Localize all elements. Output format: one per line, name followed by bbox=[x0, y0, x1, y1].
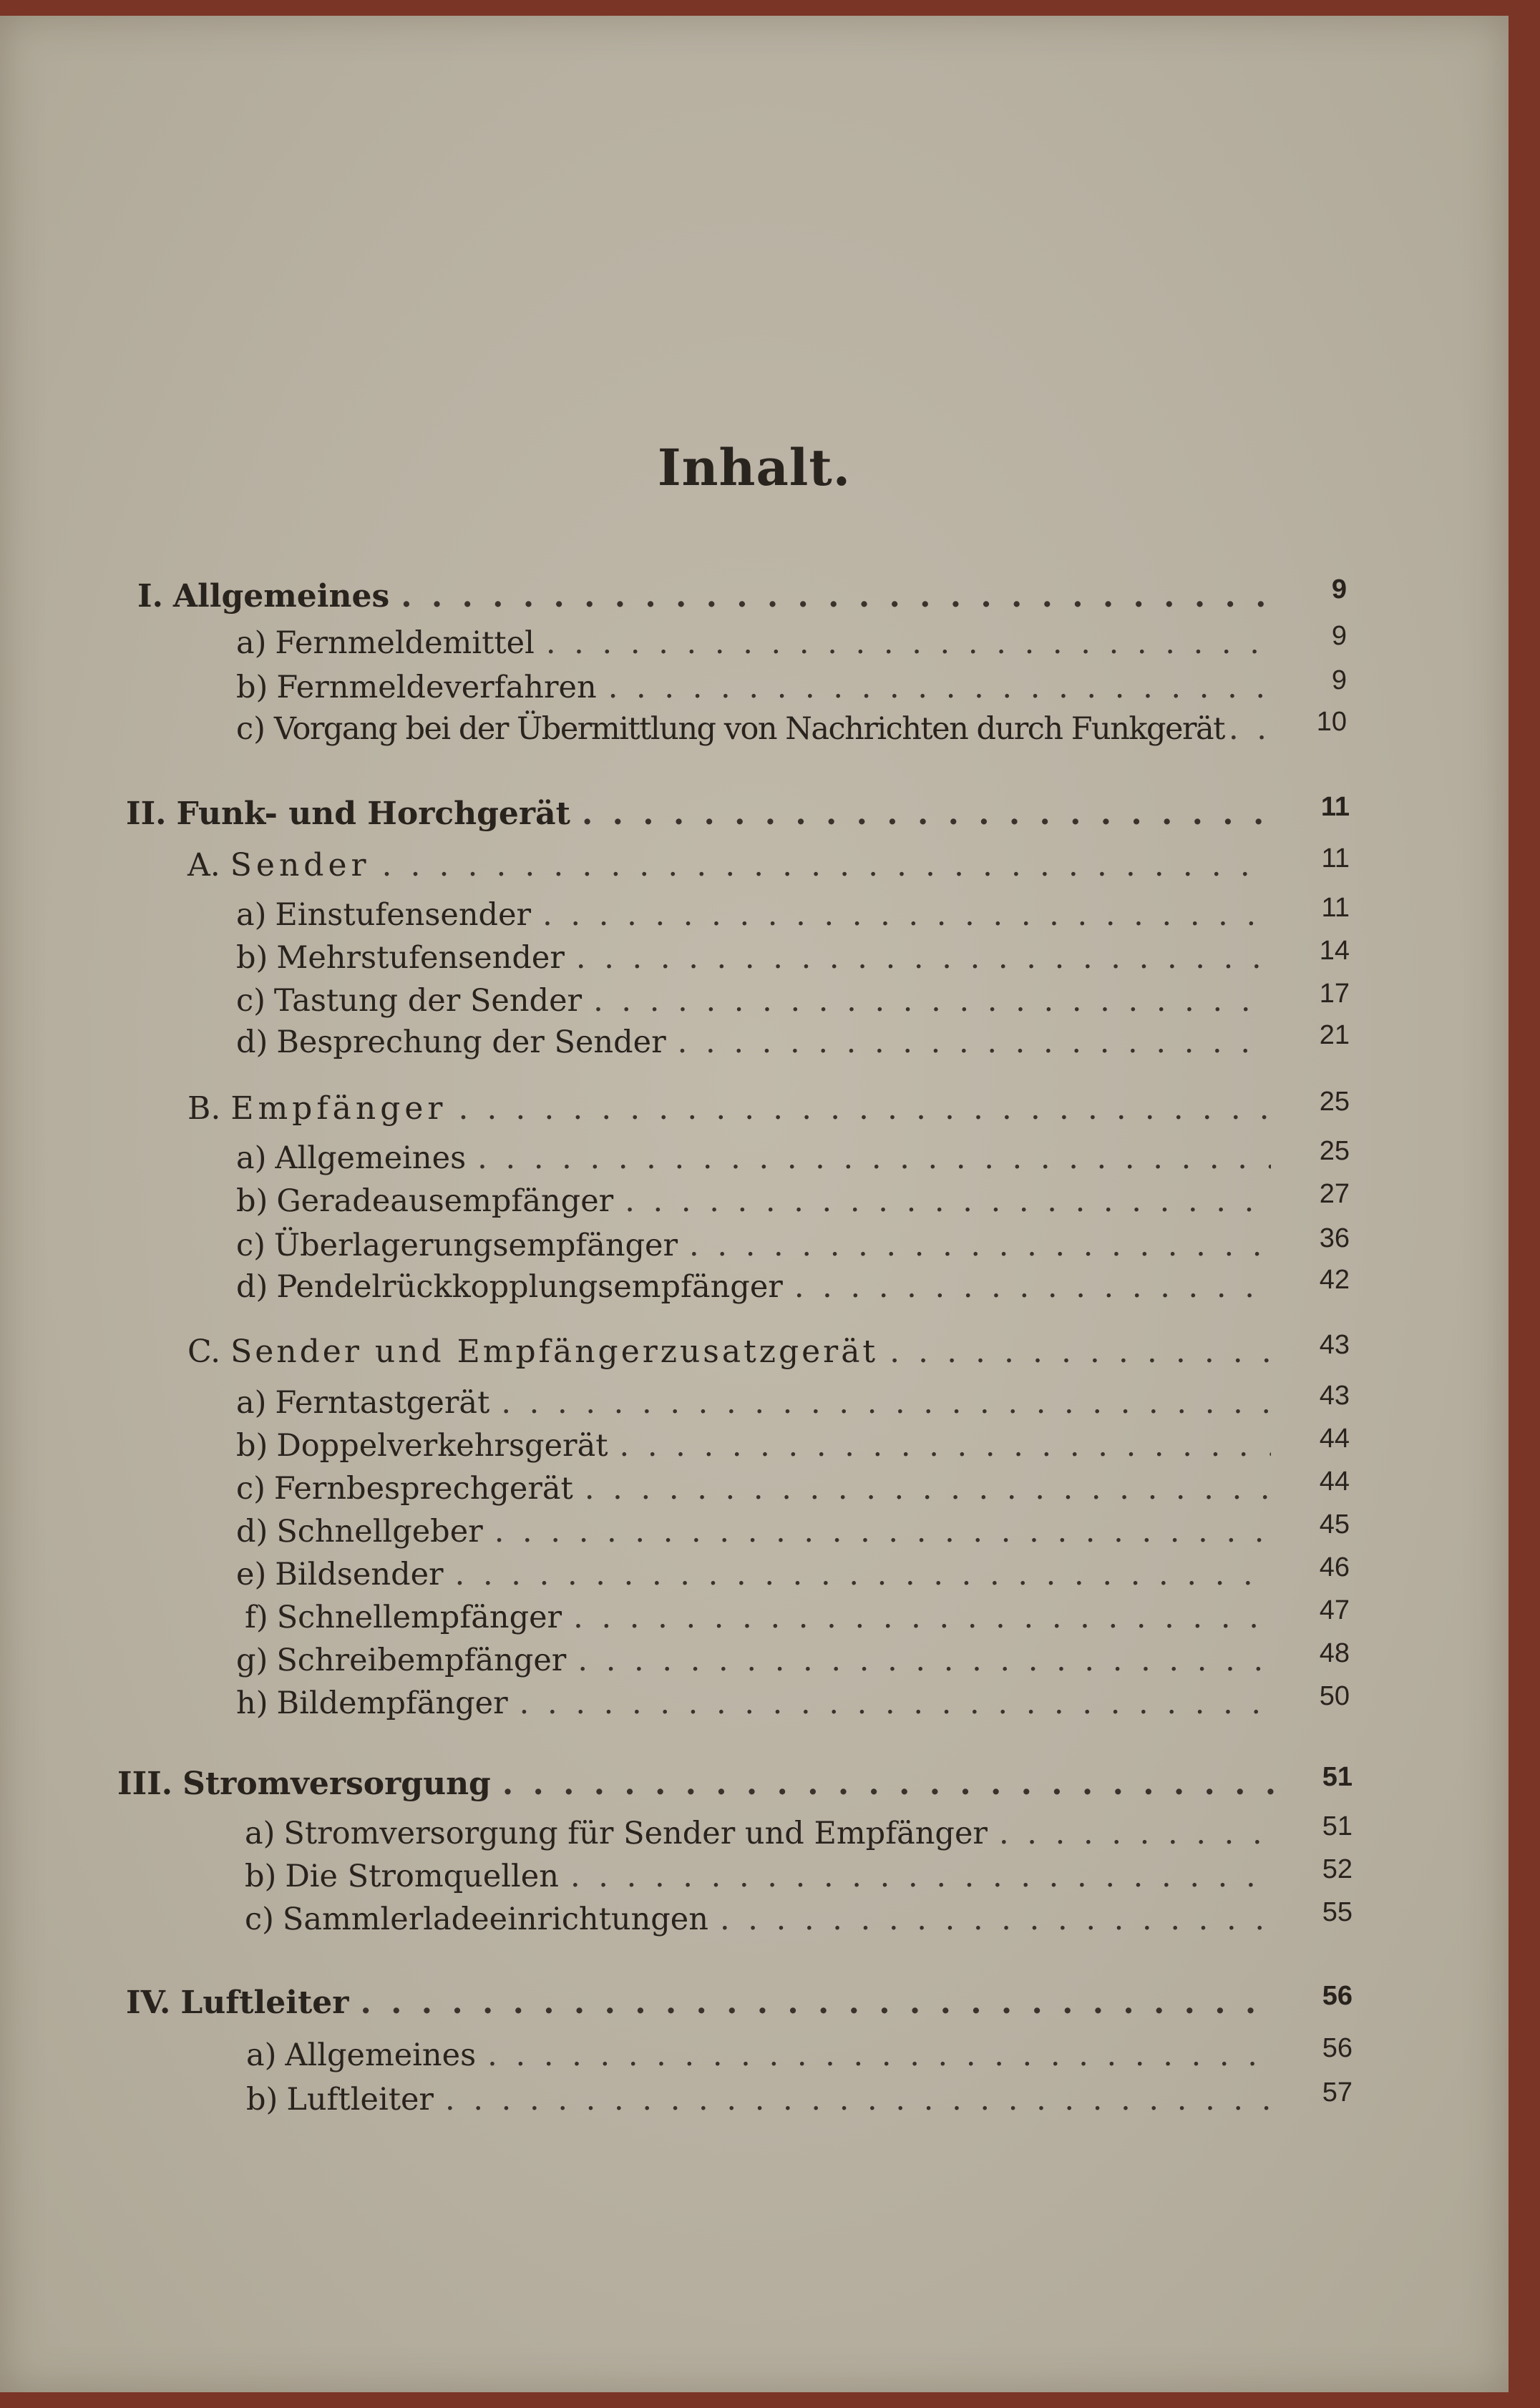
toc-entry bbox=[245, 1897, 1353, 1952]
toc-number: B. bbox=[187, 1090, 221, 1127]
toc-label: Allgemeines bbox=[275, 1140, 467, 1176]
toc-number: IV. bbox=[126, 1984, 171, 2021]
dot-leader bbox=[620, 1428, 1272, 1464]
toc-page: 52 bbox=[1322, 1854, 1353, 1884]
toc-number: a) bbox=[236, 1385, 267, 1421]
toc-label: Allgemeines bbox=[285, 2037, 477, 2073]
dot-leader bbox=[455, 1557, 1271, 1592]
toc-number: b) bbox=[236, 670, 268, 705]
toc-page: 43 bbox=[1319, 1381, 1350, 1411]
toc-number: f) bbox=[245, 1600, 268, 1635]
toc-page: 48 bbox=[1319, 1638, 1350, 1668]
dot-leader bbox=[360, 1984, 1274, 2021]
toc-label: Schreibempfänger bbox=[276, 1643, 567, 1678]
toc-page: 44 bbox=[1319, 1424, 1350, 1454]
toc-label: Die Stromquellen bbox=[285, 1859, 559, 1894]
toc-number: I. bbox=[137, 578, 163, 615]
toc-number: III. bbox=[117, 1766, 173, 1802]
toc-page: 14 bbox=[1319, 936, 1350, 966]
toc-number: d) bbox=[236, 1269, 268, 1305]
toc-label: Geradeausempfänger bbox=[276, 1183, 614, 1219]
toc-number: a) bbox=[246, 2037, 277, 2073]
toc-label: Besprechung der Sender bbox=[276, 1024, 666, 1060]
toc-page: 57 bbox=[1322, 2077, 1353, 2108]
toc-label: Tastung der Sender bbox=[273, 983, 583, 1019]
toc-page: 25 bbox=[1319, 1087, 1350, 1117]
toc-label: Schnellempfänger bbox=[276, 1600, 562, 1635]
dot-leader bbox=[608, 670, 1268, 705]
toc-page: 11 bbox=[1321, 843, 1350, 873]
page-title: Inhalt. bbox=[657, 438, 852, 497]
toc-page: 9 bbox=[1331, 621, 1347, 651]
toc-label: Doppelverkehrsgerät bbox=[276, 1428, 608, 1464]
toc-label: Funk- und Horchgerät bbox=[176, 796, 570, 832]
toc-page: 44 bbox=[1319, 1467, 1350, 1497]
toc-entry bbox=[236, 707, 1347, 761]
dot-leader bbox=[573, 1600, 1271, 1635]
toc-entry bbox=[187, 1087, 1350, 1140]
dot-leader bbox=[382, 847, 1271, 884]
toc-number: b) bbox=[245, 1859, 277, 1894]
toc-number: b) bbox=[246, 2082, 278, 2118]
dot-leader bbox=[502, 1766, 1274, 1802]
toc-page: 46 bbox=[1319, 1552, 1350, 1582]
dot-leader bbox=[576, 940, 1271, 976]
dot-leader bbox=[794, 1269, 1271, 1305]
toc-label: Bildempfänger bbox=[276, 1685, 508, 1721]
toc-label: Fernmeldemittel bbox=[275, 625, 535, 661]
toc-label: Fernbesprechgerät bbox=[273, 1471, 573, 1507]
toc-page: 10 bbox=[1316, 707, 1347, 737]
toc-page: 50 bbox=[1319, 1681, 1350, 1711]
toc-label: Schnellgeber bbox=[276, 1514, 483, 1550]
dot-leader bbox=[487, 2037, 1274, 2073]
toc-entry bbox=[126, 792, 1350, 846]
toc-entry bbox=[236, 1020, 1350, 1075]
toc-number: C. bbox=[187, 1333, 221, 1370]
dot-leader bbox=[494, 1514, 1271, 1550]
toc-number: b) bbox=[236, 1428, 268, 1464]
toc-number: A. bbox=[187, 847, 220, 884]
toc-label: Sammlerladeeinrichtungen bbox=[282, 1902, 708, 1937]
toc-label: Überlagerungsempfänger bbox=[273, 1228, 678, 1263]
dot-leader bbox=[890, 1333, 1271, 1370]
toc-entry bbox=[117, 1762, 1353, 1816]
dot-leader bbox=[582, 796, 1271, 832]
toc-number: II. bbox=[126, 796, 167, 832]
dot-leader bbox=[585, 1471, 1271, 1507]
toc-page: 51 bbox=[1322, 1811, 1353, 1841]
dot-leader bbox=[477, 1140, 1271, 1176]
toc-label: Luftleiter bbox=[286, 2082, 434, 2118]
toc-label: Bildsender bbox=[275, 1557, 444, 1592]
dot-leader bbox=[625, 1183, 1271, 1219]
toc-number: c) bbox=[236, 1471, 265, 1507]
toc-number: c) bbox=[236, 1228, 265, 1263]
toc-number: a) bbox=[245, 1816, 276, 1851]
toc-number: d) bbox=[236, 1514, 268, 1550]
toc-label: Mehrstufensender bbox=[276, 940, 565, 976]
toc-label: Allgemeines bbox=[172, 578, 390, 615]
dot-leader bbox=[458, 1090, 1271, 1127]
dot-leader bbox=[542, 897, 1271, 933]
toc-number: b) bbox=[236, 940, 268, 976]
dot-leader bbox=[520, 1685, 1271, 1721]
dot-leader bbox=[593, 983, 1271, 1019]
toc-number: e) bbox=[236, 1557, 267, 1592]
toc-page: 11 bbox=[1321, 893, 1350, 923]
toc-page: 17 bbox=[1319, 979, 1350, 1009]
toc-page: 45 bbox=[1319, 1509, 1350, 1540]
toc-page: 47 bbox=[1319, 1595, 1350, 1625]
toc-number: c) bbox=[245, 1902, 274, 1937]
toc-entry bbox=[187, 1330, 1350, 1384]
toc-number: a) bbox=[236, 1140, 267, 1176]
toc-entry bbox=[236, 621, 1347, 675]
toc-entry bbox=[137, 574, 1347, 628]
toc-number: b) bbox=[236, 1183, 268, 1219]
toc-page: 56 bbox=[1322, 2033, 1353, 2063]
toc-page: 21 bbox=[1319, 1020, 1350, 1050]
dot-leader bbox=[445, 2082, 1274, 2118]
toc-entry bbox=[236, 1681, 1350, 1736]
toc-page: 51 bbox=[1322, 1762, 1353, 1792]
toc-number: c) bbox=[236, 983, 265, 1019]
dot-leader bbox=[720, 1902, 1274, 1937]
toc-page: 56 bbox=[1322, 1981, 1353, 2011]
dot-leader bbox=[578, 1643, 1271, 1678]
book-page bbox=[0, 16, 1509, 2392]
toc-entry bbox=[246, 2033, 1353, 2088]
toc-page: 55 bbox=[1322, 1897, 1353, 1927]
toc-page: 36 bbox=[1319, 1223, 1350, 1253]
toc-label: Fernmeldeverfahren bbox=[276, 670, 597, 705]
toc-number: c) bbox=[236, 711, 265, 747]
toc-page: 9 bbox=[1331, 574, 1347, 605]
toc-entry bbox=[126, 1981, 1353, 2035]
dot-leader bbox=[999, 1816, 1274, 1851]
toc-page: 9 bbox=[1331, 665, 1347, 695]
toc-number: a) bbox=[236, 897, 267, 933]
toc-number: d) bbox=[236, 1024, 268, 1060]
dot-leader bbox=[678, 1024, 1271, 1060]
toc-entry bbox=[236, 1265, 1350, 1319]
dot-leader bbox=[689, 1228, 1271, 1263]
toc-number: a) bbox=[236, 625, 267, 661]
dot-leader bbox=[501, 1385, 1271, 1421]
toc-entry bbox=[246, 2077, 1353, 2132]
toc-label: Sender bbox=[230, 847, 371, 884]
toc-page: 42 bbox=[1319, 1265, 1350, 1295]
toc-entry bbox=[236, 1179, 1350, 1233]
toc-label: Vorgang bei der Übermittlung von Nachrichten durch Funkgerät bbox=[273, 711, 1224, 747]
dot-leader bbox=[546, 625, 1268, 661]
toc-page: 25 bbox=[1319, 1136, 1350, 1166]
toc-number: h) bbox=[236, 1685, 268, 1721]
toc-entry bbox=[187, 843, 1350, 897]
toc-label: Pendelrückkopplungsempfänger bbox=[276, 1269, 783, 1305]
toc-label: Empfänger bbox=[230, 1090, 447, 1127]
dot-leader bbox=[570, 1859, 1274, 1894]
toc-page: 27 bbox=[1319, 1179, 1350, 1209]
toc-number: g) bbox=[236, 1643, 268, 1678]
dot-leader bbox=[401, 578, 1268, 615]
toc-label: Einstufensender bbox=[275, 897, 532, 933]
dot-leader bbox=[1229, 711, 1278, 747]
toc-label: Luftleiter bbox=[180, 1984, 349, 2021]
toc-label: Sender und Empfängerzusatzgerät bbox=[230, 1333, 879, 1370]
toc-label: Stromversorgung bbox=[182, 1766, 491, 1802]
toc-label: Ferntastgerät bbox=[275, 1385, 490, 1421]
toc-label: Stromversorgung für Sender und Empfänger bbox=[283, 1816, 988, 1851]
toc-page: 11 bbox=[1320, 792, 1350, 822]
toc-page: 43 bbox=[1319, 1330, 1350, 1360]
